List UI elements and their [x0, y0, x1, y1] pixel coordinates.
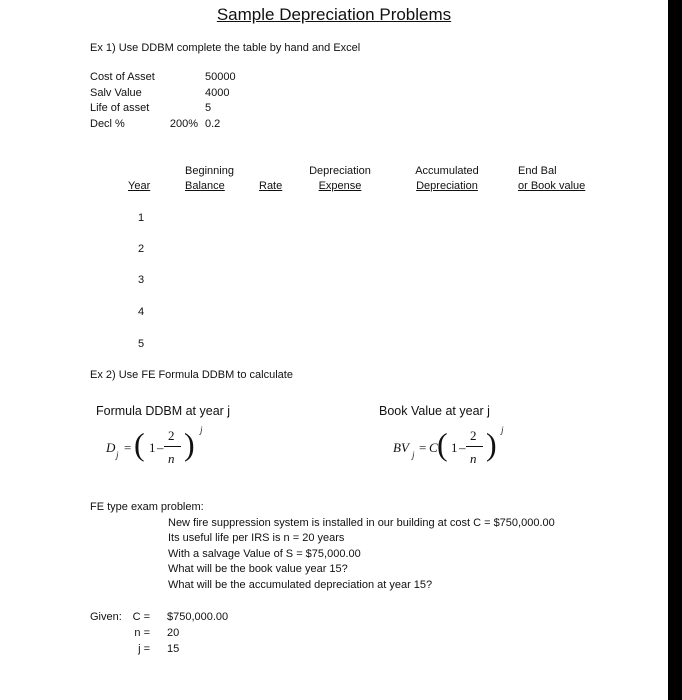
formula-c: C [429, 440, 438, 455]
param-value: 0.2 [205, 118, 221, 130]
param-value: 50000 [205, 71, 236, 83]
param-label: Decl % [90, 118, 125, 130]
formula-subscript: j [116, 450, 119, 460]
fe-line: What will be the accumulated depreciation at year 15? [168, 579, 433, 591]
ex1-heading: Ex 1) Use DDBM complete the table by hand and Excel [90, 42, 361, 54]
param-value: 5 [205, 102, 212, 114]
header-rate: Rate [259, 180, 283, 192]
param-label: Life of asset [90, 102, 150, 114]
param-label: Salv Value [90, 87, 142, 99]
right-paren: ) [184, 426, 195, 462]
formula-numerator: 2 [168, 428, 175, 443]
given-var-label: j = [138, 643, 150, 655]
book-value-label: Book Value at year j [379, 404, 490, 418]
formula-numerator: 2 [470, 428, 477, 443]
fe-line: Its useful life per IRS is n = 20 years [168, 532, 345, 544]
year-cell: 5 [138, 338, 145, 350]
formula-equals: = [419, 440, 427, 455]
fe-line: With a salvage Value of S = $75,000.00 [168, 548, 361, 560]
formula-one: 1 [451, 440, 458, 455]
formula-exponent: j [200, 425, 203, 435]
fraction-bar [164, 446, 181, 447]
formula-ddbm-label: Formula DDBM at year j [96, 404, 231, 418]
header-accumulated-bottom: Depreciation [416, 180, 478, 192]
given-var-label: C = [132, 611, 150, 623]
given-var-value: 20 [167, 627, 180, 639]
formula-exponent: j [501, 425, 504, 435]
header-depreciation-bottom: Expense [318, 180, 362, 192]
header-beginning-bottom: Balance [185, 180, 225, 192]
formula-minus: – [157, 440, 164, 455]
fraction-bar [466, 446, 483, 447]
header-endbal-bottom: or Book value [518, 180, 586, 192]
formula-lhs: D [106, 440, 116, 455]
year-cell: 1 [138, 212, 145, 224]
given-var-value: 15 [167, 643, 180, 655]
formula-denominator: n [470, 451, 477, 466]
formula-one: 1 [149, 440, 156, 455]
formula-denominator: n [168, 451, 175, 466]
ex2-heading: Ex 2) Use FE Formula DDBM to calculate [90, 369, 293, 381]
year-cell: 4 [138, 306, 145, 318]
right-paren: ) [486, 426, 497, 462]
fe-line: New fire suppression system is installed in our building at cost C = $750,000.00 [168, 517, 555, 529]
header-year: Year [128, 180, 151, 192]
page-title: Sample Depreciation Problems [216, 5, 452, 24]
year-cell: 2 [138, 243, 145, 255]
given-var-label: n = [134, 627, 150, 639]
left-paren: ( [134, 426, 145, 462]
formula-lhs: BV [393, 440, 409, 455]
header-depreciation-top: Depreciation [309, 165, 371, 177]
param-value: 4000 [205, 87, 230, 99]
header-endbal-top: End Bal [518, 165, 557, 177]
fe-line: What will be the book value year 15? [168, 563, 348, 575]
left-paren: ( [437, 426, 448, 462]
given-var-value: $750,000.00 [167, 611, 229, 623]
formula-minus: – [459, 440, 466, 455]
year-cell: 3 [138, 274, 145, 286]
param-percent: 200% [169, 118, 198, 130]
formula-equals: = [124, 440, 132, 455]
header-accumulated-top: Accumulated [415, 165, 479, 177]
fe-heading: FE type exam problem: [90, 501, 204, 513]
header-beginning-top: Beginning [185, 165, 234, 177]
formula-subscript: j [412, 450, 415, 460]
given-label: Given: [90, 611, 122, 623]
param-label: Cost of Asset [90, 71, 155, 83]
